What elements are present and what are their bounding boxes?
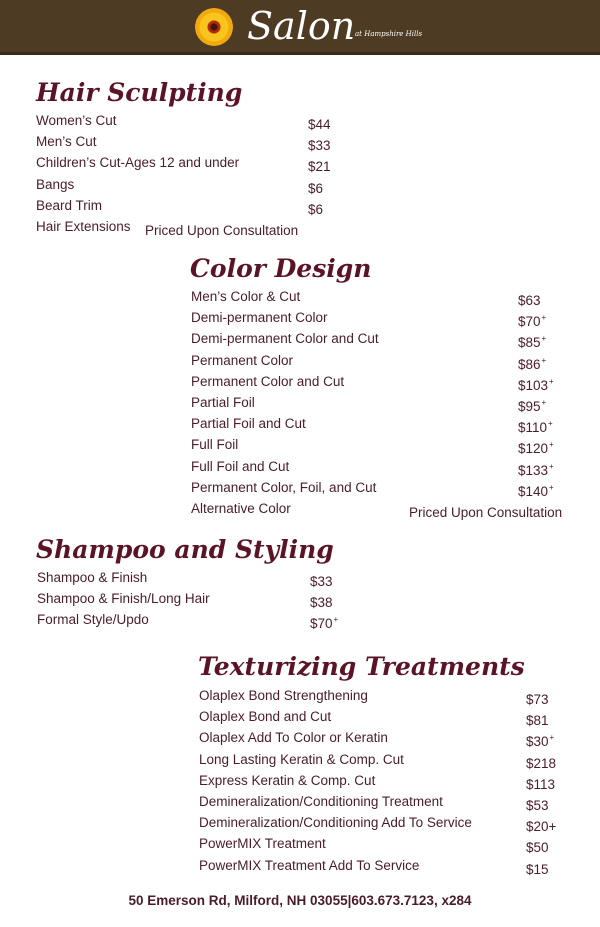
service-price <box>145 216 299 241</box>
service-name: Men’s Cut <box>36 134 97 150</box>
salon-subtitle: at Hampshire Hills <box>355 30 423 38</box>
price-plus: + <box>541 355 547 365</box>
service-name: Permanent Color and Cut <box>191 373 345 389</box>
price-value: $70 <box>310 616 333 632</box>
menu-item-row <box>37 609 339 632</box>
menu-item-row <box>36 131 331 154</box>
menu-item-row <box>37 588 333 611</box>
menu-item-row <box>199 749 557 771</box>
service-price <box>526 855 550 880</box>
footer-contact: 50 Emerson Rd, Milford, NH 03055|603.673.7123, x284 <box>128 893 472 908</box>
price-value: $95 <box>518 399 541 414</box>
price-value: $70 <box>518 314 541 330</box>
price-plus: + <box>549 461 554 471</box>
price-value: $50 <box>526 840 549 856</box>
price-value: $133 <box>518 462 549 478</box>
price-value: $53 <box>526 798 549 813</box>
price-value: $113 <box>526 776 556 792</box>
price-value: $63 <box>518 293 541 308</box>
menu-item-row <box>191 392 547 414</box>
service-name: Partial Foil <box>191 395 255 410</box>
service-name: Demineralization/Conditioning Add To Service <box>199 815 472 831</box>
menu-item-row <box>199 833 549 856</box>
price-plus: + <box>333 615 339 625</box>
price-plus: + <box>548 419 553 429</box>
menu-item-row <box>191 328 547 351</box>
price-value: $20+ <box>526 819 557 835</box>
menu-item-row <box>37 567 333 589</box>
price-value: $73 <box>526 692 549 707</box>
salon-logo: Salon <box>247 4 356 48</box>
menu-item-row <box>199 812 557 835</box>
price-value: $15 <box>526 861 549 877</box>
section-title: Color Design <box>190 254 372 283</box>
service-name: Shampoo & Finish/Long Hair <box>37 591 210 607</box>
price-value: $38 <box>310 595 333 611</box>
service-name: Shampoo & Finish <box>37 570 148 585</box>
menu-item-row <box>36 195 324 217</box>
menu-item-row <box>191 434 554 457</box>
price-value: Priced Upon Consultation <box>409 505 563 520</box>
section-title: Hair Sculpting <box>36 78 243 107</box>
menu-item-row <box>199 706 549 729</box>
menu-item-row <box>191 477 554 499</box>
service-price <box>409 498 563 523</box>
menu-item-row <box>36 152 331 175</box>
price-value: $110 <box>518 420 548 436</box>
service-name: Children’s Cut-Ages 12 and under <box>36 155 240 171</box>
menu-item-row <box>199 685 549 707</box>
menu-item-row <box>191 456 554 478</box>
menu-item-row <box>191 498 563 520</box>
menu-item-row <box>199 855 549 877</box>
service-name: Beard Trim <box>36 197 103 213</box>
price-value: $33 <box>308 138 331 154</box>
menu-item-row <box>36 110 331 132</box>
service-name: Demineralization/Conditioning Treatment <box>199 794 443 809</box>
price-plus: + <box>549 376 554 386</box>
price-plus: + <box>541 334 547 344</box>
service-price <box>308 195 324 220</box>
price-plus: + <box>541 313 547 323</box>
price-value: $140 <box>518 483 549 499</box>
price-value: $30 <box>526 734 549 750</box>
menu-item-row <box>36 216 299 238</box>
menu-item-row <box>199 727 555 750</box>
service-name: Women’s Cut <box>36 113 117 128</box>
service-name: Demi-permanent Color <box>191 310 328 326</box>
menu-item-row <box>191 371 554 393</box>
service-price <box>310 609 338 634</box>
service-name: PowerMIX Treatment <box>199 836 326 852</box>
service-name: Long Lasting Keratin & Comp. Cut <box>199 751 404 767</box>
header-bar <box>0 0 600 55</box>
service-name: Full Foil and Cut <box>191 458 290 474</box>
price-plus: + <box>549 440 554 450</box>
price-value: $6 <box>308 180 324 196</box>
price-value: $44 <box>308 117 331 132</box>
service-name: Olaplex Bond and Cut <box>199 709 332 725</box>
sunflower-logo-icon <box>195 8 233 46</box>
menu-item-row <box>199 770 556 792</box>
price-value: $85 <box>518 335 541 351</box>
service-name: Olaplex Bond Strengthening <box>199 688 368 703</box>
service-name: Full Foil <box>191 437 239 453</box>
price-value: $86 <box>518 356 541 372</box>
price-value: $33 <box>310 574 333 589</box>
price-plus: + <box>549 482 554 492</box>
service-name: Permanent Color, Foil, and Cut <box>191 479 377 495</box>
service-name: Bangs <box>36 176 75 192</box>
section-title: Texturizing Treatments <box>198 652 525 681</box>
service-name: Demi-permanent Color and Cut <box>191 331 379 347</box>
menu-item-row <box>199 791 549 813</box>
price-plus: + <box>549 733 555 743</box>
service-name: Express Keratin & Comp. Cut <box>199 772 376 788</box>
menu-item-row <box>191 350 547 372</box>
menu-item-row <box>191 307 547 330</box>
menu-item-row <box>191 286 541 308</box>
service-name: Alternative Color <box>191 501 291 516</box>
price-value: $103 <box>518 377 549 393</box>
service-name: Partial Foil and Cut <box>191 416 306 432</box>
menu-item-row <box>191 413 553 436</box>
menu-item-row <box>36 174 324 196</box>
price-value: $6 <box>308 201 324 217</box>
price-plus: + <box>541 398 547 407</box>
service-name: Olaplex Add To Color or Keratin <box>199 730 388 746</box>
price-value: $81 <box>526 713 549 729</box>
service-name: Hair Extensions <box>36 219 131 234</box>
service-name: PowerMIX Treatment Add To Service <box>199 857 420 873</box>
service-name: Men’s Color & Cut <box>191 289 301 304</box>
price-value: Priced Upon Consultation <box>145 223 299 238</box>
price-value: $120 <box>518 441 549 457</box>
service-name: Formal Style/Updo <box>37 612 149 628</box>
service-name: Permanent Color <box>191 352 294 368</box>
price-value: $218 <box>526 755 557 771</box>
section-title: Shampoo and Styling <box>36 535 334 564</box>
price-value: $21 <box>308 159 331 175</box>
